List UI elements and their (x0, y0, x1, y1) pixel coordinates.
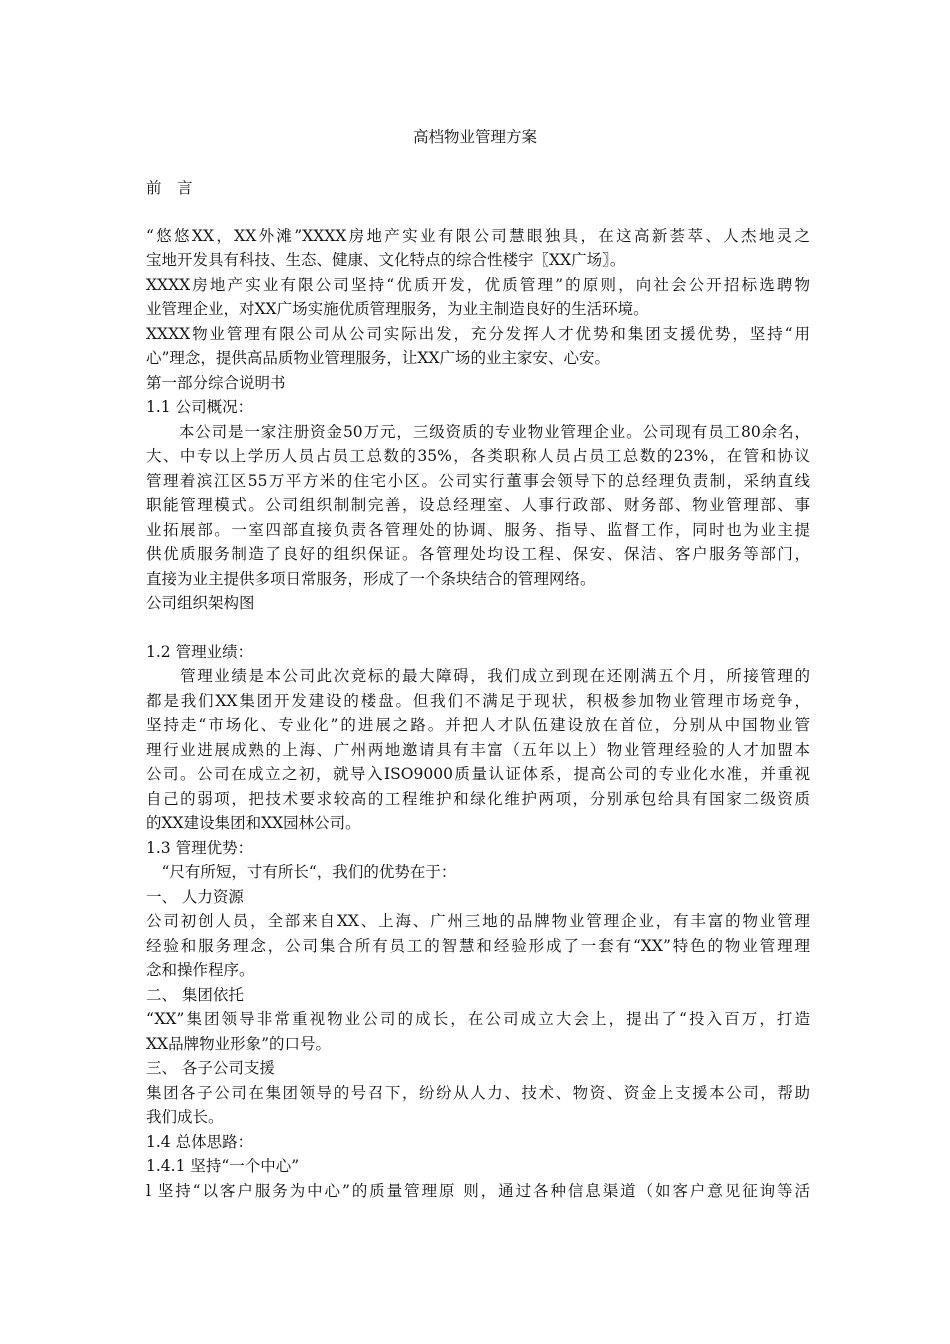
advantage-2-line: XX品牌物业形象”的口号。 (146, 1035, 331, 1053)
section-1-1-line: 业拓展部。一室四部直接负责各管理处的协调、服务、指导、监督工作，同时也为业主提 (146, 521, 810, 539)
advantage-3-line: 集团各子公司在集团领导的号召下，纷纷从人力、技术、物资、资金上支援本公司，帮助 (146, 1084, 810, 1102)
section-1-2-line: 管理业绩是本公司此次竞标的最大障碍，我们成立到现在还刚满五个月，所接管理的 (146, 667, 810, 685)
intro-line: XXXX房地产实业有限公司坚持“优质开发，优质管理”的原则，向社会公开招标选聘物 (146, 276, 810, 294)
section-1-1-heading: 1.1 公司概况： (146, 398, 254, 416)
section-1-2-line: 坚持走“市场化、专业化”的进展之路。并把人才队伍建设放在首位，分别从中国物业管 (146, 716, 810, 734)
org-chart-heading: 公司组织架构图 (146, 594, 255, 612)
section-1-3-heading: 1.3 管理优势： (146, 839, 254, 857)
intro-line: “悠悠XX，XX外滩”XXXX房地产实业有限公司慧眼独具，在这高新荟萃、人杰地灵之 (146, 227, 810, 245)
section-1-2-line: 都是我们XX集团开发建设的楼盘。但我们不满足于现状，积极参加物业管理市场竞争， (146, 692, 810, 710)
advantage-2-heading: 二、 集团依托 (146, 986, 244, 1004)
section-1-1-line: 管理着滨江区55万平方米的住宅小区。公司实行董事会领导下的总经理负责制，采纳直线 (146, 472, 810, 490)
advantage-1-heading: 一、 人力资源 (146, 888, 244, 906)
section-1-1-line: 本公司是一家注册资金50万元，三级资质的专业物业管理企业。公司现有员工80余名， (146, 423, 810, 441)
section-1-4-1-heading: 1.4.1 坚持“一个中心” (146, 1157, 300, 1175)
advantage-2-line: “XX”集团领导非常重视物业公司的成长，在公司成立大会上，提出了“投入百万，打造 (146, 1010, 810, 1028)
section-1-2-line: 公司。公司在成立之初，就导入ISO9000质量认证体系，提高公司的专业化水准，并重视 (146, 765, 810, 783)
section-1-2-line: 理行业进展成熟的上海、广州两地邀请具有丰富（五年以上）物业管理经验的人才加盟本 (146, 741, 810, 759)
advantage-3-heading: 三、 各子公司支援 (146, 1059, 275, 1077)
section-1-3-intro: “尺有所短，寸有所长“，我们的优势在于： (146, 863, 457, 881)
preface-heading: 前 言 (146, 179, 193, 197)
intro-line: 宝地开发具有科技、生态、健康、文化特点的综合性楼宇〖XX广场〗。 (146, 251, 626, 269)
section-1-4-heading: 1.4 总体思路： (146, 1133, 254, 1151)
section-1-2-line: 的XX建设集团和XX园林公司。 (146, 814, 361, 832)
section-1-1-line: 职能管理模式。公司组织制制完善，设总经理室、人事行政部、财务部、物业管理部、事 (146, 496, 810, 514)
part1-heading: 第一部分综合说明书 (146, 374, 286, 392)
document-title: 高档物业管理方案 (412, 128, 537, 146)
intro-line: 心”理念，提供高品质物业管理服务，让XX广场的业主家安、心安。 (146, 349, 610, 367)
section-1-2-heading: 1.2 管理业绩： (146, 643, 254, 661)
intro-line: 业管理企业，对XX广场实施优质管理服务，为业主制造良好的生活环境。 (146, 300, 649, 318)
advantage-1-line: 经验和服务理念，公司集合所有员工的智慧和经验形成了一套有“XX”特色的物业管理理 (146, 937, 810, 955)
advantage-1-line: 念和操作程序。 (146, 961, 255, 979)
section-1-1-line: 直接为业主提供多项日常服务，形成了一个条块结合的管理网络。 (146, 570, 596, 588)
advantage-3-line: 我们成长。 (146, 1108, 224, 1126)
section-1-1-line: 大、中专以上学历人员占员工总数的35%，各类职称人员占员工总数的23%，在管和协议 (146, 447, 810, 465)
section-1-2-line: 自己的弱项，把技术要求较高的工程维护和绿化维护两项，分别承包给具有国家二级资质 (146, 790, 810, 808)
advantage-1-line: 公司初创人员，全部来自XX、上海、广州三地的品牌物业管理企业，有丰富的物业管理 (146, 912, 810, 930)
section-1-4-1-line: l 坚持“以客户服务为中心”的质量管理原 则，通过各种信息渠道（如客户意见征询等活 (146, 1182, 810, 1200)
intro-line: XXXX物业管理有限公司从公司实际出发，充分发挥人才优势和集团支援优势，坚持“用 (146, 325, 810, 343)
section-1-1-line: 供优质服务制造了良好的组织保证。各管理处均设工程、保安、保洁、客户服务等部门， (146, 545, 810, 563)
